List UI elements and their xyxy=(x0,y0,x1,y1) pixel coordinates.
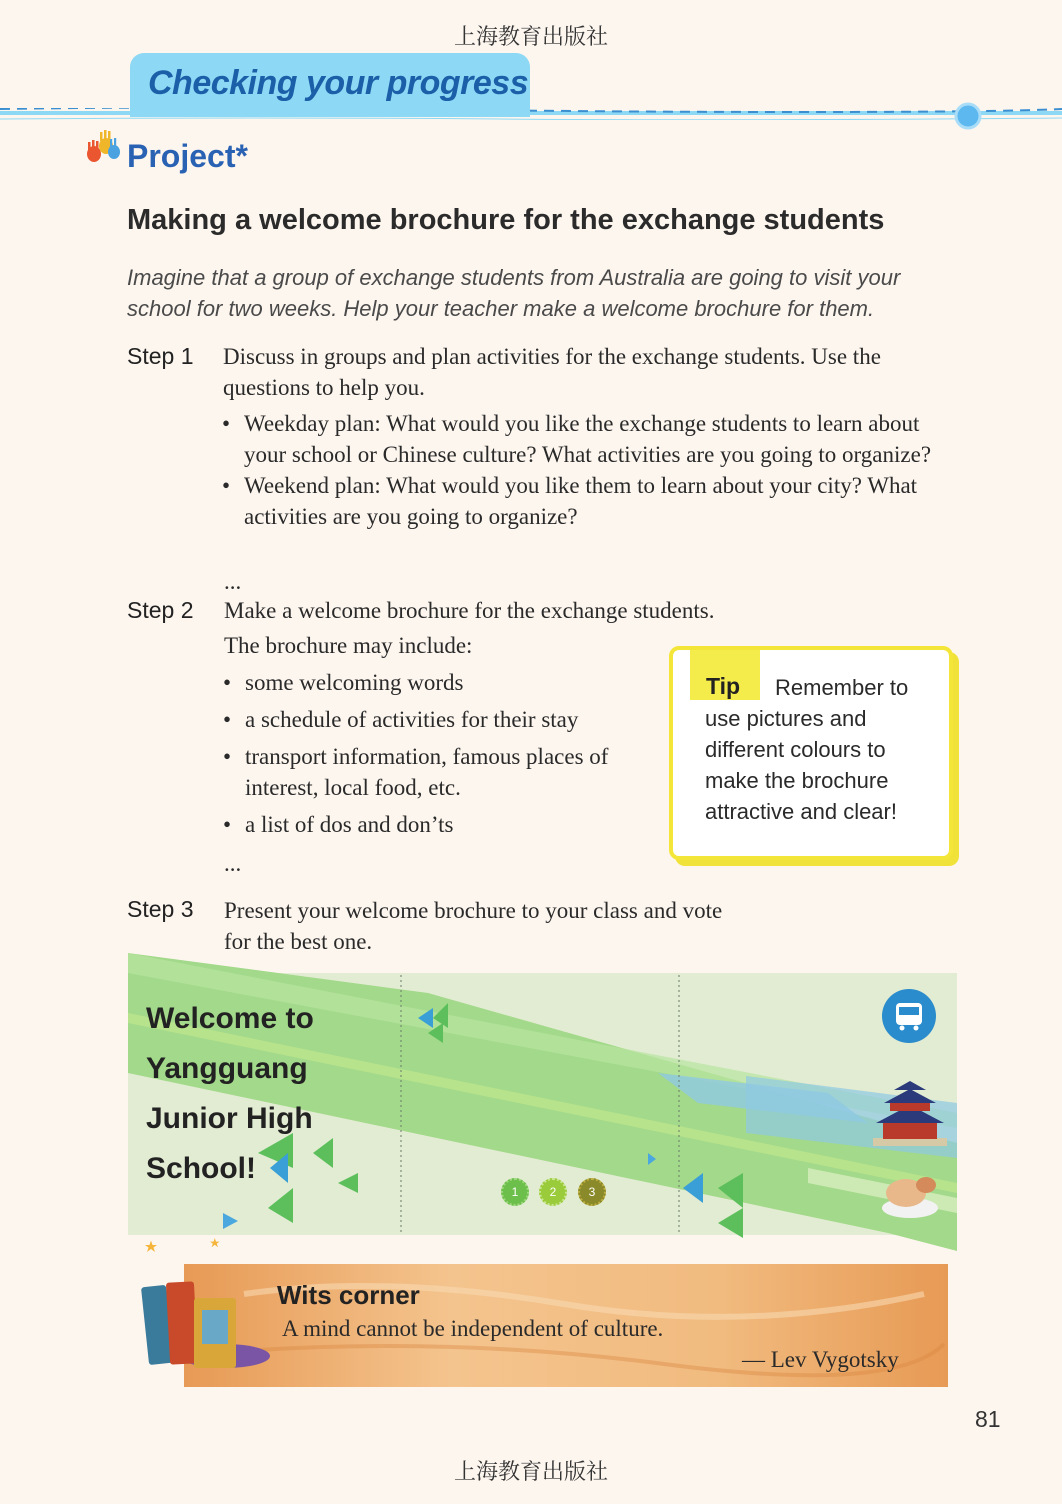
step-1-label: Step 1 xyxy=(127,343,194,369)
list-item: • transport information, famous places of interest, local food, etc. xyxy=(223,744,609,800)
list-item: • a schedule of activities for their stay xyxy=(223,707,579,732)
wits-corner-quote: A mind cannot be independent of culture. xyxy=(282,1316,664,1341)
step-1-bullets xyxy=(222,408,948,532)
list-item: • some welcoming words xyxy=(223,670,464,695)
header-dot xyxy=(954,102,982,130)
step-1-text: Discuss in groups and plan activities for the exchange students. Use the questions to help you. xyxy=(223,344,881,400)
hands-icon xyxy=(80,126,126,170)
step-1-ellipsis: ... xyxy=(224,569,242,594)
brochure-welcome-line: Welcome to xyxy=(146,1002,314,1035)
brochure-welcome-line: Yangguang xyxy=(146,1052,308,1085)
list-item: • Weekday plan: What would you like the exchange students to learn about your school or Chinese culture? What activities are you going to organize? xyxy=(222,411,932,467)
section-title: Checking your progress xyxy=(148,64,529,102)
tip-label: Tip xyxy=(706,673,741,699)
publisher-header: 上海教育出版社 xyxy=(453,24,608,49)
books-icon xyxy=(130,1238,275,1376)
step-3-label: Step 3 xyxy=(127,896,194,922)
step-dot: 1 xyxy=(501,1178,529,1206)
step-3-text: Present your welcome brochure to your class and vote for the best one. xyxy=(224,898,723,954)
tip-text: Remember to use pictures and different colours to make the brochure attractive and clear! xyxy=(705,675,909,824)
step-2-text: Make a welcome brochure for the exchange students. xyxy=(224,598,715,623)
list-item: • a list of dos and don’ts xyxy=(223,812,454,837)
step-dot: 2 xyxy=(539,1178,567,1206)
bus-icon xyxy=(882,989,936,1043)
wits-corner-author: — Lev Vygotsky xyxy=(742,1347,899,1372)
intro-text: Imagine that a group of exchange students from Australia are going to visit your school for two weeks. Help your teacher make a welcome brochure for them. xyxy=(127,265,901,321)
page-number: 81 xyxy=(975,1406,1001,1432)
step-2-subtext: The brochure may include: xyxy=(224,633,473,658)
step-dot: 3 xyxy=(578,1178,606,1206)
step-2-bullets xyxy=(223,667,653,840)
publisher-footer: 上海教育出版社 xyxy=(453,1459,608,1484)
step-2-ellipsis: ... xyxy=(224,851,242,876)
page-title: Making a welcome brochure for the exchange students xyxy=(127,204,885,236)
step-2-label: Step 2 xyxy=(127,597,194,623)
list-item: • Weekend plan: What would you like them to learn about your city? What activities are you going to organize? xyxy=(222,473,918,529)
project-label: Project* xyxy=(127,138,248,174)
wits-corner-title: Wits corner xyxy=(277,1280,420,1310)
brochure-welcome-line: Junior High xyxy=(146,1102,313,1135)
brochure-welcome-line: School! xyxy=(146,1152,256,1185)
